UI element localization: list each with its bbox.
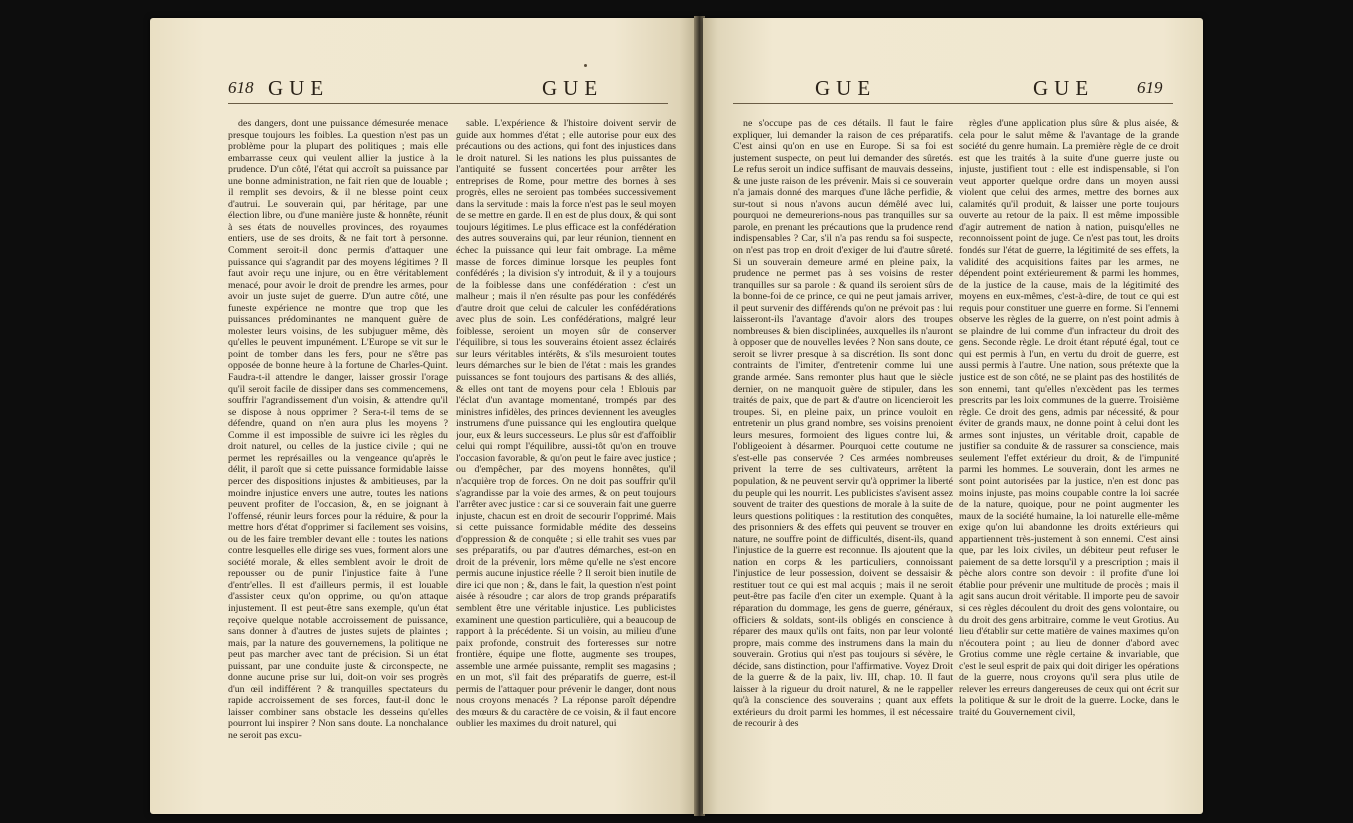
page-number: 618: [228, 78, 254, 97]
left-page-header: [150, 76, 696, 104]
column-text: des dangers, dont une puissance démesurée menace presque toujours les foibles. La question n'est pas un problème pour la plupart des politiques ; mais elle embarrasse ceux qui veulent allier la justice à la prudence. D'un côté, l'état qui accroît sa puissance par une bonne administration, ne fait rien que de louable ; il remplit ses devoirs, & il ne blesse point ceux d'autrui. Le souverain qui, par héritage, par une élection libre, ou d'une manière juste & honnête, réunit à ses états de nouvelles provinces, des royaumes entiers, use de ses droits, & ne fait tort à personne. Comment seroit-il donc permis d'attaquer une puissance qui s'agrandit par des moyens légitimes ? Il faut avoir reçu une injure, ou en être véritablement menacé, pour avoir le droit de prendre les armes, pour avoir un juste sujet de guerre. D'un autre côté, une funeste expérience ne montre que trop que les puissances prédominantes ne manquent guère de molester leurs voisins, de les subjuguer même, dès qu'elles le peuvent impunément. L'Europe se vit sur le point de tomber dans les fers, pour ne s'être pas opposée de bonne heure à la fortune de Charles-Quint. Faudra-t-il attendre le danger, laisser grossir l'orage qu'il seroit facile de dissiper dans ses commencemens, souffrir l'agrandissement d'un voisin, & attendre qu'il se dispose à nous opprimer ? Sera-t-il tems de se défendre, quand on n'en aura plus les moyens ? Comme il est impossible de suivre ici les règles du droit naturel, ou celles de la justice civile ; qui ne permet les représailles ou la vengeance qu'après le délit, il paroît que si cette puissance formidable laisse percer des dispositions injustes & ambitieuses, par la moindre injustice envers une autre, toutes les nations peuvent profiter de l'occasion, &, en se joignant à l'offensé, réunir leurs forces pour la réduire, & pour la mettre hors d'état d'opprimer si facilement ses voisins, ou de les faire trembler devant elle : toutes les nations contre lesquelles elle dirige ses vues, forment alors une société morale, & elles semblent avoir le droit de repousser ou de punir l'injustice faite à l'une d'entr'elles. Il est d'ailleurs permis, il est louable d'assister ceux qu'on opprime, ou qu'on attaque injustement. Il est peut-être sans exemple, qu'un état reçoive quelque notable accroissement de puissance, sans donner à d'autres de justes sujets de plaintes ; mais, par la nature des gouvernemens, la politique ne peut pas marcher avec tant de précision. Si un état puissant, par une conduite juste & circonspecte, ne donne aucune prise sur lui, doit-on voir ses progrès d'un œil indifférent ? & tranquilles spectateurs du rapide accroissement de ses forces, faut-il donc le laisser combiner sans obstacle les desseins qu'elles pourront lui inspirer ? Non sans doute. La nonchalance ne seroit pas excu-: [228, 118, 448, 741]
text-column-1: [228, 118, 448, 814]
header-rule: [228, 103, 668, 104]
header-rule: [733, 103, 1173, 104]
running-head-left: GUE: [815, 76, 877, 100]
right-page: [703, 18, 1203, 814]
page-number: 619: [1137, 78, 1163, 97]
ink-speck: [584, 64, 587, 67]
text-column-1: [733, 118, 953, 814]
text-column-2: [456, 118, 676, 814]
running-head-right: GUE: [1033, 76, 1095, 100]
column-text: règles d'une application plus sûre & plus aisée, & cela pour le salut même & l'avantage de la grande société du genre humain. La première règle de ce droit est que les traités à la suite d'une guerre juste ou injuste, justifient tout : elle est indispensable, si l'on veut apporter quelque ordre dans un moyen aussi violent que celui des armes, mettre des bornes aux calamités qu'il produit, & laisser une porte toujours ouverte au retour de la paix. Il est même impossible d'agir autrement de nation à nation, puisqu'elles ne reconnoissent point de juge. Ce n'est pas tout, les droits fondés sur l'état de guerre, la légitimité de ses effets, la validité des acquisitions faites par les armes, ne dépendent point extérieurement & parmi les hommes, de la justice de la cause, mais de la légitimité des moyens en eux-mêmes, c'est-à-dire, de tout ce qui est requis pour constituer une guerre en forme. Si l'ennemi observe les règles de la guerre, on n'est point admis à se plaindre de lui comme d'un infracteur du droit des gens. Seconde règle. Le droit étant réputé égal, tout ce qui est permis à l'un, en vertu du droit de guerre, est aussi permis à l'autre. Une nation, sous prétexte que la justice est de son côté, ne se plaint pas des hostilités de son ennemi, tant qu'elles n'excèdent pas les termes prescrits par les loix communes de la guerre. Troisième règle. Ce droit des gens, admis par nécessité, & pour éviter de grands maux, ne donne point à celui dont les armes sont injustes, un véritable droit, capable de justifier sa conduite & de rassurer sa conscience, mais seulement l'effet extérieur du droit, & de l'impunité parmi les hommes. Le souverain, dont les armes ne sont point autorisées par la justice, n'en est donc pas moins injuste, pas moins coupable contre la loi sacrée de la nature, quoique, pour ne point augmenter les maux de la société humaine, la loi naturelle elle-même exige qu'on lui abandonne les droits extérieurs qui appartiennent très-justement à son ennemi. C'est ainsi que, par les loix civiles, un débiteur peut refuser le paiement de sa dette lorsqu'il y a prescription ; mais il pèche alors contre son devoir : il profite d'une loi établie pour prévenir une multitude de procès ; mais il agit sans aucun droit véritable. Il importe peu de savoir si ces règles découlent du droit des gens volontaire, ou du droit des gens arbitraire, comme le veut Grotius. Au lieu d'établir sur cette matière de vaines maximes qu'on n'écoutera point ; au lieu de donner d'abord avec Grotius comme une règle certaine & invariable, que c'est le seul esprit de paix qui doit diriger les opérations de la guerre, nous croyons qu'il sera plus utile de relever les erreurs dangereuses de ceux qui ont écrit sur la politique & sur le droit de la guerre. Locke, dans le traité du Gouvernement civil,: [959, 118, 1179, 718]
running-head-right: GUE: [542, 76, 604, 100]
column-text: ne s'occupe pas de ces détails. Il faut le faire expliquer, lui demander la raison de ces préparatifs. C'est ainsi qu'on en use en Europe. Si sa foi est justement suspecte, on peut lui demander des sûretés. Le refus seroit un indice suffisant de mauvais desseins, & une juste raison de les prévenir. Mais si ce souverain n'a jamais donné des marques d'une lâche perfidie, & sur-tout si nous n'avons aucun démêlé avec lui, pourquoi ne demeurerions-nous pas tranquilles sur sa parole, en prenant les précautions que la prudence rend indispensables ? Car, s'il n'a pas rendu sa foi suspecte, on n'est pas trop en droit d'exiger de lui d'autre sûreté. Si un souverain demeure armé en pleine paix, la prudence ne permet pas à ses voisins de rester tranquilles sur sa parole : & quand ils seroient sûrs de la bonne-foi de ce prince, ce qui ne peut jamais arriver, il peut survenir des différends qu'on ne prévoit pas : lui laisseront-ils l'avantage d'avoir alors des troupes nombreuses & bien disciplinées, auxquelles ils n'auront à opposer que de nouvelles levées ? Non sans doute, ce seroit se livrer presque à sa discrétion. Ils sont donc contraints de l'imiter, d'entretenir comme lui une grande armée. Sans remonter plus haut que le siècle dernier, on ne manquoit guère de stipuler, dans les traités de paix, que de part & d'autre on licencieroit les troupes. Si, en pleine paix, un prince vouloit en entretenir un plus grand nombre, ses voisins prenoient leurs mesures, formoient des ligues contre lui, & l'obligeoient à désarmer. Pourquoi cette coutume ne s'est-elle pas conservée ? Ces armées nombreuses privent la terre de ses cultivateurs, arrêtent la population, & ne peuvent servir qu'à opprimer la liberté du peuple qui les nourrit. Les publicistes s'avisent assez souvent de traiter des questions de morale à la suite de leurs questions politiques : la restitution des conquêtes, des prisonniers & des effets qui peuvent se trouver en nature, ne souffre point de difficultés, disent-ils, quand l'injustice de la guerre est reconnue. Ils ajoutent que la nation en corps & les particuliers, connoissant l'injustice de leur possession, doivent se dessaisir & restituer tout ce qui est mal acquis ; mais il ne seroit peut-être pas facile d'en citer un exemple. Quant à la réparation du dommage, les gens de guerre, généraux, officiers & soldats, sont-ils obligés en conscience à réparer des maux qu'ils ont faits, non par leur volonté propre, mais comme des instrumens dans la main du souverain. Grotius qui n'est pas toujours si sévère, le décide, sans distinction, pour l'affirmative. Voyez Droit de la guerre & de la paix, liv. III, chap. 10. Il faut laisser à la rigueur du droit naturel, & ne le rappeller qu'à la conscience des souverains ; quant aux effets extérieurs du droit parmi les hommes, il est nécessaire de recourir à des: [733, 118, 953, 730]
running-head-left: GUE: [268, 76, 330, 100]
column-text: sable. L'expérience & l'histoire doivent servir de guide aux hommes d'état ; elle autorise pour eux des précautions ou des actions, qui font des injustices dans le droit naturel. Si les nations les plus puissantes de l'antiquité se fussent concertées pour arrêter les entreprises de Rome, pour mettre des bornes à ses progrès, elles ne seroient pas tombées successivement dans la servitude : mais la force n'est pas le seul moyen de se mettre en garde. Il en est de plus doux, & qui sont toujours légitimes. Le plus efficace est la confédération des autres souverains qui, par leur réunion, tiennent en échec la puissance qui leur fait ombrage. La même masse de forces diminue lorsque les peuples font confédérés ; la division s'y introduit, & il y a toujours de la foiblesse dans une confédération : c'est un malheur ; mais il n'en résulte pas pour les confédérés d'autre droit que celui de calculer les confédérations avec plus de soin. Les confédérations, malgré leur foiblesse, seroient un moyen sûr de conserver l'équilibre, si tous les souverains étoient assez éclairés sur leurs véritables intérêts, & s'ils mesuroient toutes leurs démarches sur le bien de l'état : mais les grandes puissances se font toujours des partisans & des alliés, & elles ont tant de moyens pour cela ! Eblouis par l'éclat d'un avantage momentané, trompés par des ministres infidèles, des princes deviennent les aveugles instrumens d'une puissance qui les engloutira quelque jour, eux & leurs successeurs. Le plus sûr est d'affoiblir celui qui rompt l'équilibre, aussi-tôt qu'on en trouve l'occasion favorable, & qu'on peut le faire avec justice ; ou d'empêcher, par des moyens honnêtes, qu'il n'acquière trop de forces. On ne doit pas souffrir qu'il s'agrandisse par la voie des armes, & on peut toujours l'arrêter avec justice : car si ce souverain fait une guerre injuste, chacun est en droit de secourir l'opprimé. Mais si cette puissance formidable médite des desseins d'oppression & de conquête ; si elle trahit ses vues par ses préparatifs, ou par d'autres démarches, est-on en droit de la prévenir, lors même qu'elle ne s'est encore permis aucune injustice réelle ? Il seroit bien inutile de dire ici que non ; &, dans le fait, la question n'est point aisée à résoudre ; car alors de trop grands préparatifs semblent être une véritable injustice. Les publicistes examinent une question particulière, qui a beaucoup de rapport à la précédente. Si un voisin, au milieu d'une paix profonde, construit des forteresses sur notre frontière, équipe une flotte, augmente ses troupes, assemble une armée puissante, remplit ses magasins ; en un mot, s'il fait des préparatifs de guerre, est-il permis de l'attaquer pour prévenir le danger, dont nous nous croyons menacés ? La réponse paroît dépendre des mœurs & du caractère de ce voisin, & il faut encore oublier les maximes du droit naturel, qui: [456, 118, 676, 730]
left-page: [150, 18, 696, 814]
right-page-header: [703, 76, 1203, 104]
text-column-2: [959, 118, 1179, 814]
